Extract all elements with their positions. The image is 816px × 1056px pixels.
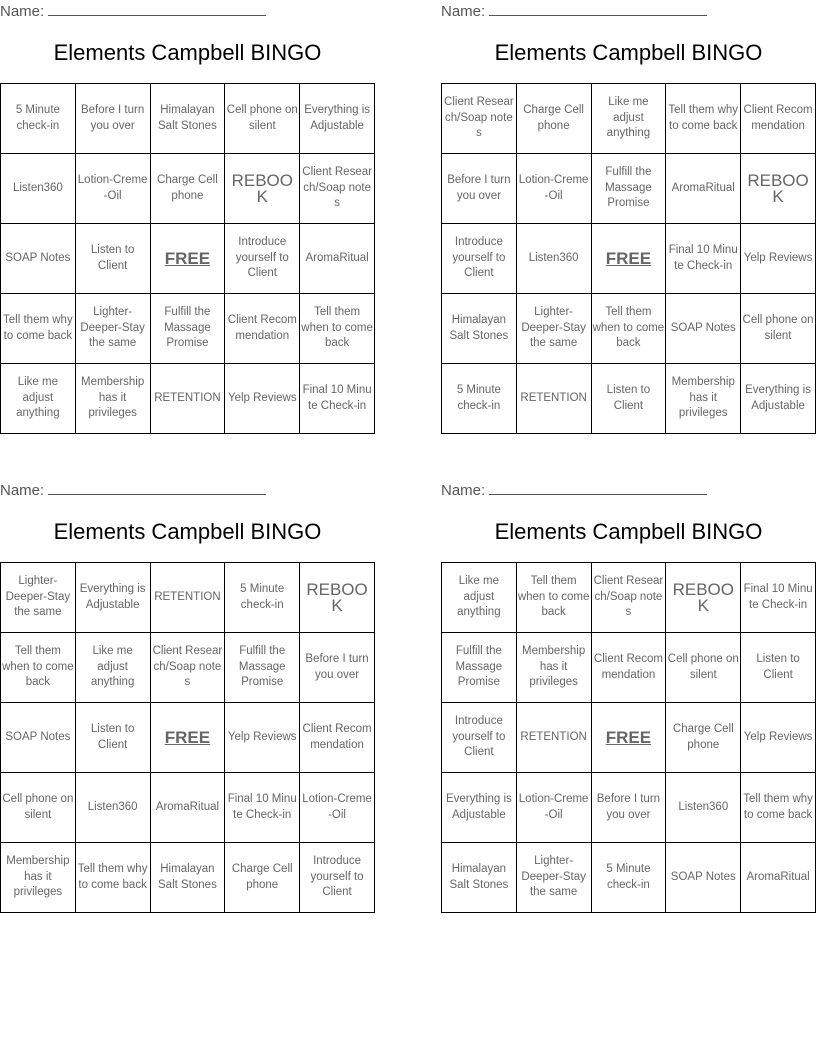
- bingo-cell[interactable]: RETENTION: [150, 364, 225, 434]
- card-title: Elements Campbell BINGO: [494, 40, 763, 65]
- bingo-cell[interactable]: Client Research/Soap notes: [300, 154, 375, 224]
- bingo-cell[interactable]: Charge Cell phone: [225, 843, 300, 913]
- bingo-row: [442, 703, 816, 773]
- bingo-cell[interactable]: REBOOK: [741, 154, 816, 224]
- bingo-cell[interactable]: Tell them why to come back: [666, 84, 741, 154]
- free-space-cell[interactable]: FREE: [591, 224, 666, 294]
- bingo-cell[interactable]: Charge Cell phone: [150, 154, 225, 224]
- bingo-cell[interactable]: Cell phone on silent: [666, 633, 741, 703]
- bingo-row: [1, 703, 375, 773]
- bingo-cell[interactable]: Lotion-Creme-Oil: [300, 773, 375, 843]
- bingo-cell[interactable]: 5 Minute check-in: [1, 84, 76, 154]
- bingo-row: [1, 154, 375, 224]
- bingo-cell[interactable]: Fulfill the Massage Promise: [225, 633, 300, 703]
- bingo-cell[interactable]: Like me adjust anything: [1, 364, 76, 434]
- bingo-cell[interactable]: 5 Minute check-in: [225, 563, 300, 633]
- bingo-row: [442, 294, 816, 364]
- bingo-row: [442, 154, 816, 224]
- bingo-cell[interactable]: Final 10 Minute Check-in: [741, 563, 816, 633]
- free-space-cell[interactable]: FREE: [591, 703, 666, 773]
- bingo-card-2: [441, 0, 816, 440]
- bingo-cell[interactable]: Charge Cell phone: [516, 84, 591, 154]
- free-space-cell[interactable]: FREE: [150, 224, 225, 294]
- bingo-cell[interactable]: Yelp Reviews: [741, 703, 816, 773]
- bingo-cell[interactable]: AromaRitual: [741, 843, 816, 913]
- bingo-cell[interactable]: Listen360: [1, 154, 76, 224]
- bingo-cell[interactable]: Introduce yourself to Client: [442, 703, 517, 773]
- name-blank-line[interactable]: [48, 481, 266, 495]
- bingo-cell[interactable]: Lighter-Deeper-Stay the same: [516, 294, 591, 364]
- bingo-cell[interactable]: Like me adjust anything: [591, 84, 666, 154]
- bingo-cell[interactable]: Final 10 Minute Check-in: [300, 364, 375, 434]
- bingo-row: [442, 633, 816, 703]
- bingo-row: [1, 773, 375, 843]
- name-blank-line[interactable]: [489, 2, 707, 16]
- bingo-cell[interactable]: Client Research/Soap notes: [442, 84, 517, 154]
- bingo-cell[interactable]: Client Research/Soap notes: [591, 563, 666, 633]
- bingo-cell[interactable]: Introduce yourself to Client: [225, 224, 300, 294]
- bingo-row: [442, 224, 816, 294]
- bingo-cell[interactable]: RETENTION: [516, 703, 591, 773]
- bingo-cell[interactable]: Tell them why to come back: [1, 294, 76, 364]
- bingo-cell[interactable]: Everything is Adjustable: [442, 773, 517, 843]
- bingo-cell[interactable]: Lotion-Creme-Oil: [516, 773, 591, 843]
- bingo-cell[interactable]: Introduce yourself to Client: [300, 843, 375, 913]
- bingo-cell[interactable]: Final 10 Minute Check-in: [666, 224, 741, 294]
- bingo-cell[interactable]: Before I turn you over: [442, 154, 517, 224]
- bingo-cell[interactable]: Client Recommendation: [225, 294, 300, 364]
- bingo-cell[interactable]: Himalayan Salt Stones: [442, 294, 517, 364]
- bingo-cell[interactable]: SOAP Notes: [1, 703, 76, 773]
- bingo-cell[interactable]: REBOOK: [300, 563, 375, 633]
- bingo-row: [1, 563, 375, 633]
- bingo-cell[interactable]: SOAP Notes: [666, 843, 741, 913]
- name-field: [441, 2, 707, 20]
- bingo-row: [1, 364, 375, 434]
- name-field: [0, 481, 266, 499]
- card-title: Elements Campbell BINGO: [53, 40, 322, 65]
- name-label: Name:: [441, 3, 486, 20]
- bingo-cell[interactable]: Listen to Client: [75, 224, 150, 294]
- bingo-grid: [441, 83, 816, 434]
- free-space-cell[interactable]: FREE: [150, 703, 225, 773]
- bingo-cell[interactable]: REBOOK: [225, 154, 300, 224]
- bingo-cell[interactable]: 5 Minute check-in: [442, 364, 517, 434]
- bingo-cell[interactable]: Cell phone on silent: [741, 294, 816, 364]
- bingo-cell[interactable]: AromaRitual: [666, 154, 741, 224]
- bingo-cell[interactable]: Fulfill the Massage Promise: [150, 294, 225, 364]
- bingo-cell[interactable]: Lighter-Deeper-Stay the same: [1, 563, 76, 633]
- bingo-card-4: [441, 479, 816, 919]
- bingo-cell[interactable]: Tell them why to come back: [741, 773, 816, 843]
- name-blank-line[interactable]: [48, 2, 266, 16]
- bingo-cell[interactable]: Everything is Adjustable: [300, 84, 375, 154]
- bingo-cell[interactable]: Membership has it privileges: [666, 364, 741, 434]
- bingo-card-3: [0, 479, 375, 919]
- bingo-grid: [0, 83, 375, 434]
- bingo-cell[interactable]: Tell them when to come back: [591, 294, 666, 364]
- name-field: [441, 481, 707, 499]
- bingo-cell[interactable]: Listen to Client: [741, 633, 816, 703]
- name-field: [0, 2, 266, 20]
- bingo-cell[interactable]: Yelp Reviews: [225, 364, 300, 434]
- bingo-grid: [441, 562, 816, 913]
- bingo-row: [442, 563, 816, 633]
- bingo-cell[interactable]: SOAP Notes: [666, 294, 741, 364]
- bingo-cell[interactable]: Yelp Reviews: [225, 703, 300, 773]
- bingo-cell[interactable]: Listen360: [516, 224, 591, 294]
- bingo-cell[interactable]: Listen360: [75, 773, 150, 843]
- bingo-row: [1, 633, 375, 703]
- bingo-cell[interactable]: REBOOK: [666, 563, 741, 633]
- bingo-row: [442, 84, 816, 154]
- bingo-cell[interactable]: Before I turn you over: [591, 773, 666, 843]
- bingo-cell[interactable]: Yelp Reviews: [741, 224, 816, 294]
- bingo-cell[interactable]: Tell them when to come back: [516, 563, 591, 633]
- bingo-cell[interactable]: Introduce yourself to Client: [442, 224, 517, 294]
- bingo-row: [442, 773, 816, 843]
- bingo-cell[interactable]: Before I turn you over: [75, 84, 150, 154]
- card-title: Elements Campbell BINGO: [494, 519, 763, 544]
- bingo-cell[interactable]: Membership has it privileges: [75, 364, 150, 434]
- bingo-cell[interactable]: Lighter-Deeper-Stay the same: [516, 843, 591, 913]
- bingo-cell[interactable]: Fulfill the Massage Promise: [591, 154, 666, 224]
- bingo-cell[interactable]: Client Recommendation: [300, 703, 375, 773]
- bingo-cell[interactable]: SOAP Notes: [1, 224, 76, 294]
- bingo-cell[interactable]: Before I turn you over: [300, 633, 375, 703]
- bingo-row: [442, 843, 816, 913]
- bingo-row: [1, 294, 375, 364]
- bingo-cell[interactable]: 5 Minute check-in: [591, 843, 666, 913]
- name-blank-line[interactable]: [489, 481, 707, 495]
- bingo-cell[interactable]: Listen360: [666, 773, 741, 843]
- bingo-cell[interactable]: Cell phone on silent: [1, 773, 76, 843]
- bingo-cell[interactable]: AromaRitual: [150, 773, 225, 843]
- bingo-row: [1, 84, 375, 154]
- name-label: Name:: [441, 482, 486, 499]
- bingo-cell[interactable]: Final 10 Minute Check-in: [225, 773, 300, 843]
- bingo-cell[interactable]: Tell them why to come back: [75, 843, 150, 913]
- bingo-cell[interactable]: AromaRitual: [300, 224, 375, 294]
- bingo-cell[interactable]: RETENTION: [516, 364, 591, 434]
- bingo-cell[interactable]: Himalayan Salt Stones: [442, 843, 517, 913]
- bingo-row: [1, 224, 375, 294]
- bingo-cell[interactable]: Like me adjust anything: [75, 633, 150, 703]
- bingo-cell[interactable]: Cell phone on silent: [225, 84, 300, 154]
- bingo-cell[interactable]: Lotion-Creme-Oil: [75, 154, 150, 224]
- bingo-cell[interactable]: Client Recommendation: [591, 633, 666, 703]
- bingo-cell[interactable]: Membership has it privileges: [1, 843, 76, 913]
- bingo-cell[interactable]: Like me adjust anything: [442, 563, 517, 633]
- name-label: Name:: [0, 482, 45, 499]
- bingo-cell[interactable]: Tell them when to come back: [1, 633, 76, 703]
- card-title: Elements Campbell BINGO: [53, 519, 322, 544]
- bingo-cell[interactable]: Client Research/Soap notes: [150, 633, 225, 703]
- bingo-cell[interactable]: Everything is Adjustable: [75, 563, 150, 633]
- bingo-cell[interactable]: Everything is Adjustable: [741, 364, 816, 434]
- bingo-cell[interactable]: Fulfill the Massage Promise: [442, 633, 517, 703]
- bingo-row: [442, 364, 816, 434]
- bingo-row: [1, 843, 375, 913]
- bingo-cell[interactable]: Listen to Client: [591, 364, 666, 434]
- bingo-card-1: [0, 0, 375, 440]
- name-label: Name:: [0, 3, 45, 20]
- bingo-cell[interactable]: Tell them when to come back: [300, 294, 375, 364]
- bingo-cell[interactable]: Lighter-Deeper-Stay the same: [75, 294, 150, 364]
- bingo-cell[interactable]: Membership has it privileges: [516, 633, 591, 703]
- bingo-cell[interactable]: Himalayan Salt Stones: [150, 843, 225, 913]
- bingo-cell[interactable]: Client Recommendation: [741, 84, 816, 154]
- bingo-cell[interactable]: RETENTION: [150, 563, 225, 633]
- bingo-cell[interactable]: Himalayan Salt Stones: [150, 84, 225, 154]
- bingo-cell[interactable]: Charge Cell phone: [666, 703, 741, 773]
- bingo-cell[interactable]: Listen to Client: [75, 703, 150, 773]
- bingo-cell[interactable]: Lotion-Creme-Oil: [516, 154, 591, 224]
- bingo-grid: [0, 562, 375, 913]
